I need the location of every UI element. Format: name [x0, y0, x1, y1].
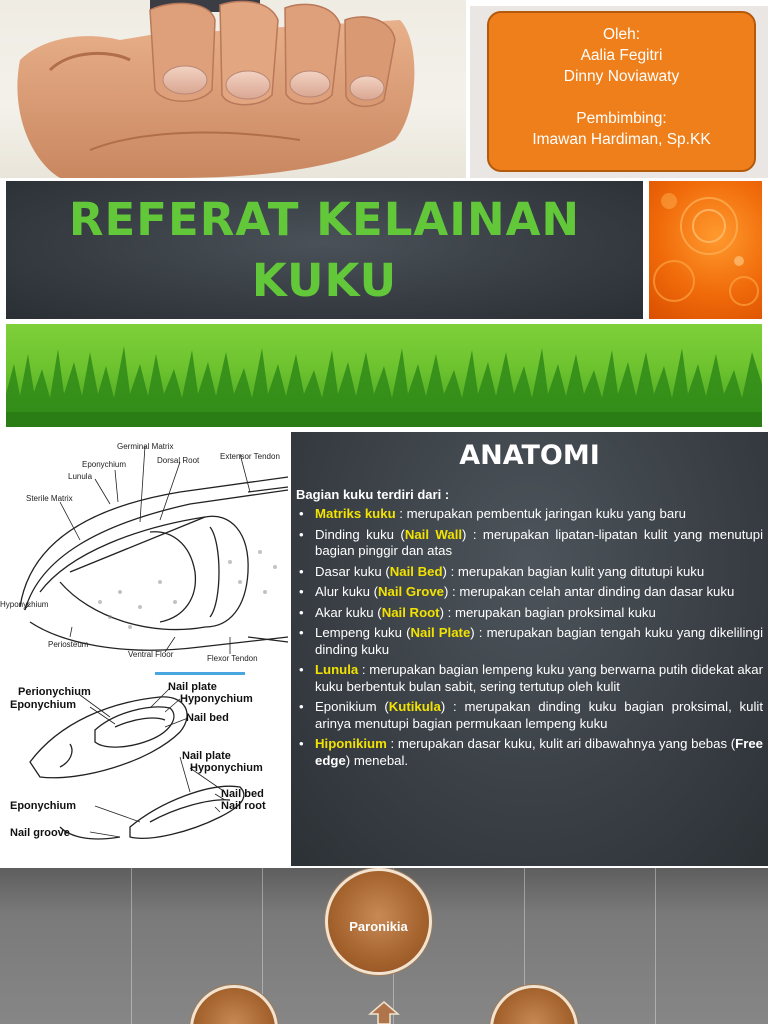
bullet-icon: •	[299, 625, 304, 640]
bullet-icon: •	[299, 563, 304, 579]
label-nail-plate-bottom: Nail plate	[182, 750, 231, 762]
item-text: : merupakan dasar kuku, kulit ari dibawahnya yang bebas (	[386, 736, 736, 751]
label-hyponychium-bottom: Hyponychium	[190, 762, 263, 774]
author-box	[487, 11, 756, 172]
hand-nail-photo	[0, 0, 466, 178]
item-text: ) : merupakan bagian proksimal kuku	[439, 604, 656, 620]
item-term: Nail Plate	[410, 625, 471, 640]
label-nail-bed-top: Nail bed	[186, 712, 229, 724]
item-term: Hiponikium	[315, 736, 387, 751]
anatomy-list	[295, 506, 763, 773]
label-nail-root: Nail root	[221, 800, 266, 812]
item-text: ) : merupakan dinding kuku bagian proksimal, kulit arinya menutupi bagian permukaan lempeng kuku	[315, 699, 763, 731]
label-perionychium: Perionychium	[18, 686, 91, 698]
item-text: Akar kuku (	[315, 604, 382, 620]
label-nail-bed-bottom: Nail bed	[221, 788, 264, 800]
supervisor-name: Imawan Hardiman, Sp.KK	[532, 131, 711, 148]
item-term: Free edge	[315, 736, 763, 768]
anatomy-item	[295, 564, 763, 581]
item-term: Kutikula	[388, 699, 441, 714]
up-arrow-icon	[368, 1000, 400, 1024]
item-term: Nail Bed	[389, 563, 443, 579]
label-flexor-tendon: Flexor Tendon	[207, 654, 258, 663]
label-nail-groove: Nail groove	[10, 827, 70, 839]
anatomy-item	[295, 527, 763, 560]
item-text: ) : merupakan bagian tengah kuku yang dikelilingi dinding kuku	[315, 625, 764, 657]
divider-line	[655, 868, 656, 1024]
anatomy-item	[295, 662, 763, 695]
author-name-1: Aalia Fegitri	[580, 47, 663, 64]
label-sterile-matrix: Sterile Matrix	[26, 494, 73, 503]
anatomy-intro: Bagian kuku terdiri dari :	[296, 487, 450, 502]
slide-paronikia	[0, 868, 768, 1024]
anatomy-item	[295, 736, 763, 769]
label-eponychium-bottom: Eponychium	[10, 800, 77, 812]
anatomy-text-panel	[291, 432, 768, 866]
item-text: Eponikium (	[315, 699, 389, 714]
paronikia-node[interactable]	[325, 868, 432, 975]
title-band	[6, 181, 643, 319]
label-germinal-matrix: Germinal Matrix	[117, 442, 174, 451]
item-text: Alur kuku (	[315, 584, 379, 599]
grass-illustration	[6, 324, 762, 427]
anatomy-item	[295, 506, 763, 523]
anatomy-item	[295, 584, 763, 601]
supervisor-label: Pembimbing:	[576, 110, 667, 127]
label-lunula: Lunula	[68, 472, 93, 481]
label-periosteum: Periosteum	[48, 640, 89, 649]
slide-title-text	[6, 189, 643, 311]
item-text: ) menebal.	[345, 752, 409, 768]
bullet-icon: •	[299, 584, 304, 599]
hand-illustration	[0, 0, 466, 178]
item-text: : merupakan bagian lempeng kuku yang berwarna putih didekat akar kuku berbentuk bulan sabit, sering tertutup oleh kulit	[315, 662, 763, 694]
by-label: Oleh:	[602, 26, 641, 43]
bullet-icon: •	[299, 526, 304, 542]
item-text: ) : merupakan bagian kulit yang ditutupi kuku	[442, 563, 705, 579]
paronikia-label: Paronikia	[349, 919, 408, 934]
slide-anatomy	[0, 432, 768, 866]
author-name-2: Dinny Noviawaty	[563, 68, 680, 85]
bullet-icon: •	[299, 604, 304, 620]
item-term: Matriks kuku	[315, 506, 396, 521]
label-eponychium: Eponychium	[82, 460, 127, 469]
item-text: Dinding kuku (	[315, 526, 405, 542]
title-line-2: KUKU	[251, 254, 398, 307]
anatomy-item	[295, 605, 763, 622]
label-eponychium-top: Eponychium	[10, 699, 77, 711]
item-text: ) : merupakan lipatan-lipatan kulit yang menutupi bagian pinggir dan atas	[315, 526, 763, 558]
child-node-right[interactable]	[490, 985, 578, 1024]
item-term: Lunula	[315, 662, 359, 677]
divider-line	[131, 868, 132, 1024]
grass-banner	[6, 324, 762, 427]
item-text: : merupakan pembentuk jaringan kuku yang baru	[395, 506, 686, 521]
label-extensor-tendon: Extensor Tendon	[220, 452, 280, 461]
slide-title	[0, 0, 768, 430]
item-text: Lempeng kuku (	[315, 625, 411, 640]
anatomy-item	[295, 625, 763, 658]
item-term: Nail Root	[381, 604, 440, 620]
item-term: Nail Wall	[404, 526, 463, 542]
orange-circles-pattern	[649, 181, 762, 319]
item-text: ) : merupakan celah antar dinding dan dasar kuku	[444, 584, 735, 599]
label-hyponychium: Hyponychium	[0, 600, 49, 609]
label-ventral-floor: Ventral Floor	[128, 650, 174, 659]
bullet-icon: •	[299, 736, 304, 751]
item-term: Nail Grove	[378, 584, 444, 599]
anatomy-title: ANATOMI	[459, 440, 600, 471]
anatomy-item	[295, 699, 763, 732]
bullet-icon: •	[299, 506, 304, 521]
child-node-left[interactable]	[190, 985, 278, 1024]
label-nail-plate-top: Nail plate	[168, 681, 217, 693]
item-text: Dasar kuku (	[315, 563, 390, 579]
bullet-icon: •	[299, 699, 304, 714]
orange-decorative-tile	[649, 181, 762, 319]
nail-anatomy-diagram	[0, 432, 290, 866]
label-hyponychium-top: Hyponychium	[180, 693, 253, 705]
title-line-1: REFERAT KELAINAN	[68, 193, 581, 246]
label-dorsal-root: Dorsal Root	[157, 456, 200, 465]
bullet-icon: •	[299, 662, 304, 677]
